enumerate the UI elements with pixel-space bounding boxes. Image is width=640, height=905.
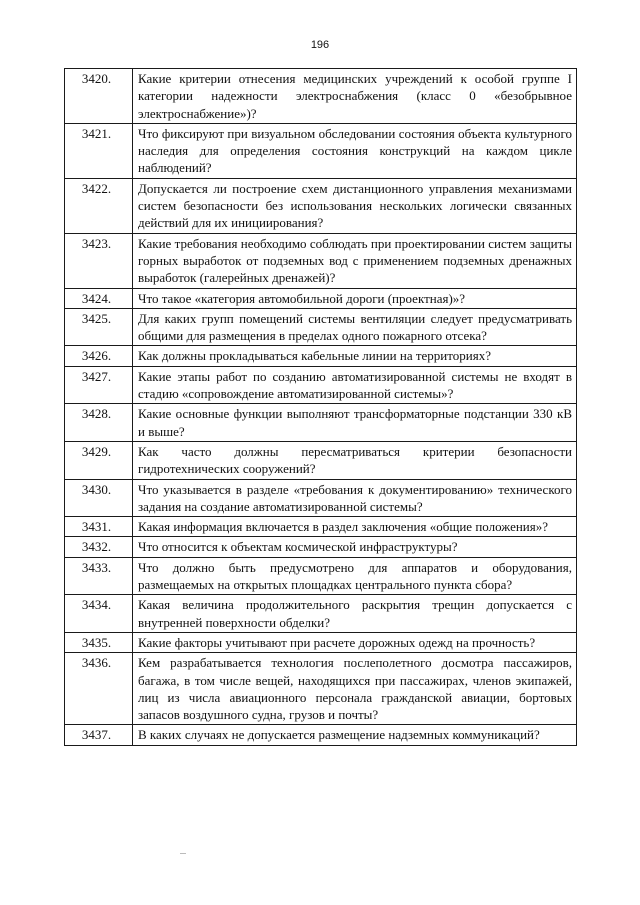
question-number: 3420.: [65, 69, 133, 124]
question-number: 3432.: [65, 537, 133, 557]
table-row: [65, 123, 577, 178]
question-number: 3422.: [65, 178, 133, 233]
table-row: [65, 517, 577, 537]
question-text: Что такое «категория автомобильной дороги (проектная)»?: [133, 288, 577, 308]
question-text: Что указывается в разделе «требования к документированию» технического задания на создание автоматизированной системы?: [133, 479, 577, 517]
table-row: [65, 308, 577, 346]
question-text: Для каких групп помещений системы вентиляции следует предусматривать общими для размещения в пределах одного пожарного отсека?: [133, 308, 577, 346]
question-text: В каких случаях не допускается размещение надземных коммуникаций?: [133, 725, 577, 745]
question-number: 3426.: [65, 346, 133, 366]
question-number: 3424.: [65, 288, 133, 308]
table-row: [65, 404, 577, 442]
question-text: Какие основные функции выполняют трансформаторные подстанции 330 кВ и выше?: [133, 404, 577, 442]
question-text: Что фиксируют при визуальном обследовании состояния объекта культурного наследия для определения состояния конструкций на каждом цикле наблюдений?: [133, 123, 577, 178]
question-text: Что должно быть предусмотрено для аппаратов и оборудования, размещаемых на открытых площадках центрального пункта сбора?: [133, 557, 577, 595]
question-text: Какие критерии отнесения медицинских учреждений к особой группе I категории надежности электроснабжения (класс 0 «безобрывное электроснабжение»)?: [133, 69, 577, 124]
table-row: [65, 653, 577, 725]
question-number: 3427.: [65, 366, 133, 404]
table-row: [65, 441, 577, 479]
question-text: Допускается ли построение схем дистанционного управления механизмами систем безопасности без использования нескольких логически связанных действий для их инициирования?: [133, 178, 577, 233]
table-row: [65, 288, 577, 308]
table-row: [65, 233, 577, 288]
question-number: 3425.: [65, 308, 133, 346]
question-number: 3433.: [65, 557, 133, 595]
table-row: [65, 632, 577, 652]
question-number: 3434.: [65, 595, 133, 633]
question-text: Как должны прокладываться кабельные линии на территориях?: [133, 346, 577, 366]
question-text: Что относится к объектам космической инфраструктуры?: [133, 537, 577, 557]
question-text: Какая информация включается в раздел заключения «общие положения»?: [133, 517, 577, 537]
table-row: [65, 178, 577, 233]
table-row: [65, 557, 577, 595]
question-text: Какие этапы работ по созданию автоматизированной системы не входят в стадию «сопровождение автоматизированной системы»?: [133, 366, 577, 404]
question-text: Кем разрабатывается технология послеполетного досмотра пассажиров, багажа, в том числе вещей, находящихся при пассажирах, членов экипажей, лиц из числа авиационного персонала гражданской авиации, бортовых запасов воздушного судна, грузов и почты?: [133, 653, 577, 725]
table-row: [65, 595, 577, 633]
question-text: Какая величина продолжительного раскрытия трещин допускается с внутренней поверхности обделки?: [133, 595, 577, 633]
table-row: [65, 346, 577, 366]
table-row: [65, 479, 577, 517]
questions-table-body: [65, 69, 577, 746]
table-row: [65, 366, 577, 404]
question-number: 3429.: [65, 441, 133, 479]
question-number: 3423.: [65, 233, 133, 288]
questions-table: [64, 68, 577, 746]
table-row: [65, 537, 577, 557]
question-number: 3428.: [65, 404, 133, 442]
page-number: 196: [310, 39, 330, 51]
question-text: Как часто должны пересматриваться критерии безопасности гидротехнических сооружений?: [133, 441, 577, 479]
question-text: Какие требования необходимо соблюдать при проектировании систем защиты горных выработок от подземных вод с применением подземных дренажных выработок (галерейных дренажей)?: [133, 233, 577, 288]
question-number: 3430.: [65, 479, 133, 517]
table-row: [65, 725, 577, 745]
question-number: 3436.: [65, 653, 133, 725]
footer-mark: [180, 853, 186, 854]
question-number: 3437.: [65, 725, 133, 745]
question-text: Какие факторы учитывают при расчете дорожных одежд на прочность?: [133, 632, 577, 652]
question-number: 3435.: [65, 632, 133, 652]
question-number: 3431.: [65, 517, 133, 537]
question-number: 3421.: [65, 123, 133, 178]
table-row: [65, 69, 577, 124]
